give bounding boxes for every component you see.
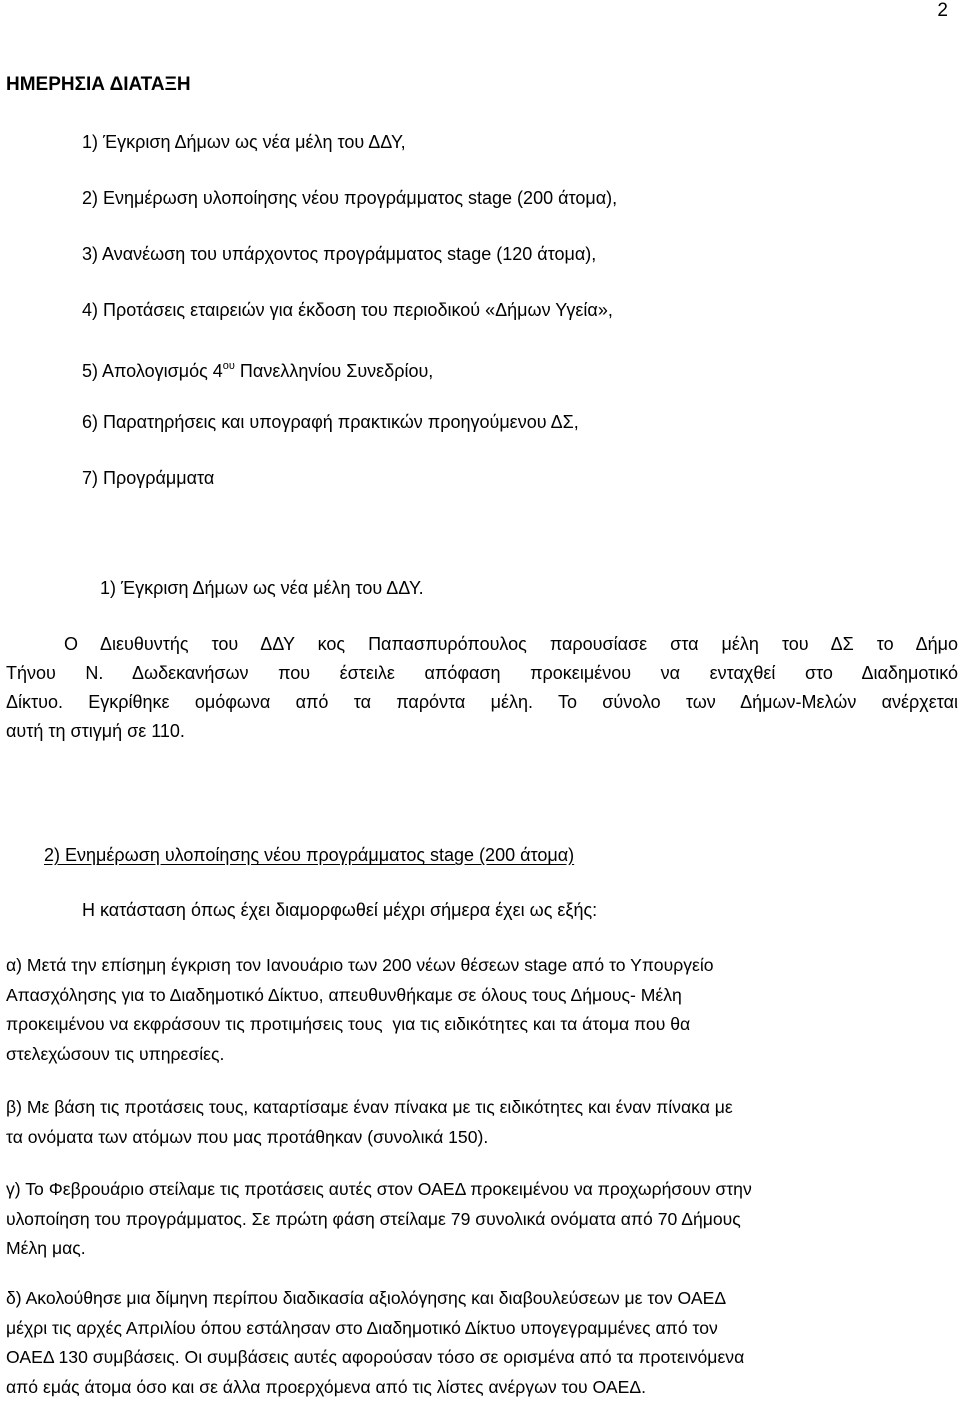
agenda-list <box>82 128 617 520</box>
section2-heading: 2) Ενημέρωση υλοποίησης νέου προγράμματος stage (200 άτομα) <box>44 845 574 866</box>
section1-paragraph <box>6 630 958 746</box>
paragraph-line: Τήνου Ν. Δωδεκανήσων που έστειλε απόφαση προκειμένου να ενταχθεί στο Διαδημοτικό <box>6 659 958 688</box>
agenda-item: 4) Προτάσεις εταιρειών για έκδοση του περιοδικού «Δήμων Υγεία», <box>82 296 617 352</box>
paragraph-line: στελεχώσουν τις υπηρεσίες. <box>6 1040 952 1070</box>
paragraph-line: αυτή τη στιγμή σε 110. <box>6 717 958 746</box>
paragraph-b <box>6 1093 952 1152</box>
paragraph-line: Μέλη μας. <box>6 1234 952 1264</box>
paragraph-line: υλοποίηση του προγράμματος. Σε πρώτη φάση στείλαμε 79 συνολικά ονόματα από 70 Δήμους <box>6 1205 952 1235</box>
paragraph-line: από εμάς άτομα όσο και σε άλλα προερχόμενα από τις λίστες ανέργων του ΟΑΕΔ. <box>6 1373 952 1402</box>
paragraph-line: ΟΑΕΔ 130 συμβάσεις. Οι συμβάσεις αυτές αφορούσαν τόσο σε ορισμένα από τα προτεινόμενα <box>6 1343 952 1373</box>
paragraph-d <box>6 1284 952 1402</box>
paragraph-line: μέχρι τις αρχές Απριλίου όπου εστάλησαν στο Διαδημοτικό Δίκτυο υπογεγραμμένες από τον <box>6 1314 952 1344</box>
paragraph-line: τα ονόματα των ατόμων που μας προτάθηκαν (συνολικά 150). <box>6 1123 952 1153</box>
section1-heading: 1) Έγκριση Δήμων ως νέα μέλη του ΔΔΥ. <box>100 578 424 599</box>
paragraph-line: δ) Ακολούθησε μια δίμηνη περίπου διαδικασία αξιολόγησης και διαβουλεύσεων με τον ΟΑΕΔ <box>6 1284 952 1314</box>
agenda-item: 6) Παρατηρήσεις και υπογραφή πρακτικών προηγούμενου ΔΣ, <box>82 408 617 464</box>
paragraph-line: Ο Διευθυντής του ΔΔΥ κος Παπασπυρόπουλος παρουσίασε στα μέλη του ΔΣ το Δήμο <box>6 630 958 659</box>
agenda-item-text: 5) Απολογισμός 4 <box>82 361 223 381</box>
page-number: 2 <box>937 0 948 22</box>
agenda-item <box>82 352 617 408</box>
agenda-title: ΗΜΕΡΗΣΙΑ ΔΙΑΤΑΞΗ <box>6 74 191 96</box>
agenda-item-text: Πανελληνίου Συνεδρίου, <box>235 361 433 381</box>
paragraph-a <box>6 951 952 1069</box>
agenda-item: 3) Ανανέωση του υπάρχοντος προγράμματος stage (120 άτομα), <box>82 240 617 296</box>
agenda-item: 1) Έγκριση Δήμων ως νέα μέλη του ΔΔΥ, <box>82 128 617 184</box>
paragraph-line: β) Με βάση τις προτάσεις τους, καταρτίσαμε έναν πίνακα με τις ειδικότητες και έναν πίνακα με <box>6 1093 952 1123</box>
agenda-item: 7) Προγράμματα <box>82 464 617 520</box>
section2-intro: Η κατάσταση όπως έχει διαμορφωθεί μέχρι σήμερα έχει ως εξής: <box>82 900 597 921</box>
paragraph-line: γ) Το Φεβρουάριο στείλαμε τις προτάσεις αυτές στον ΟΑΕΔ προκειμένου να προχωρήσουν στην <box>6 1175 952 1205</box>
paragraph-line: προκειμένου να εκφράσουν τις προτιμήσεις τους για τις ειδικότητες και τα άτομα που θα <box>6 1010 952 1040</box>
paragraph-c <box>6 1175 952 1264</box>
paragraph-line: α) Μετά την επίσημη έγκριση τον Ιανουάριο των 200 νέων θέσεων stage από το Υπουργείο <box>6 951 952 981</box>
paragraph-line: Δίκτυο. Εγκρίθηκε ομόφωνα από τα παρόντα μέλη. Το σύνολο των Δήμων-Μελών ανέρχεται <box>6 688 958 717</box>
agenda-item: 2) Ενημέρωση υλοποίησης νέου προγράμματος stage (200 άτομα), <box>82 184 617 240</box>
ordinal-superscript: ου <box>223 360 235 372</box>
paragraph-line: Απασχόλησης για το Διαδημοτικό Δίκτυο, απευθυνθήκαμε σε όλους τους Δήμους- Μέλη <box>6 981 952 1011</box>
